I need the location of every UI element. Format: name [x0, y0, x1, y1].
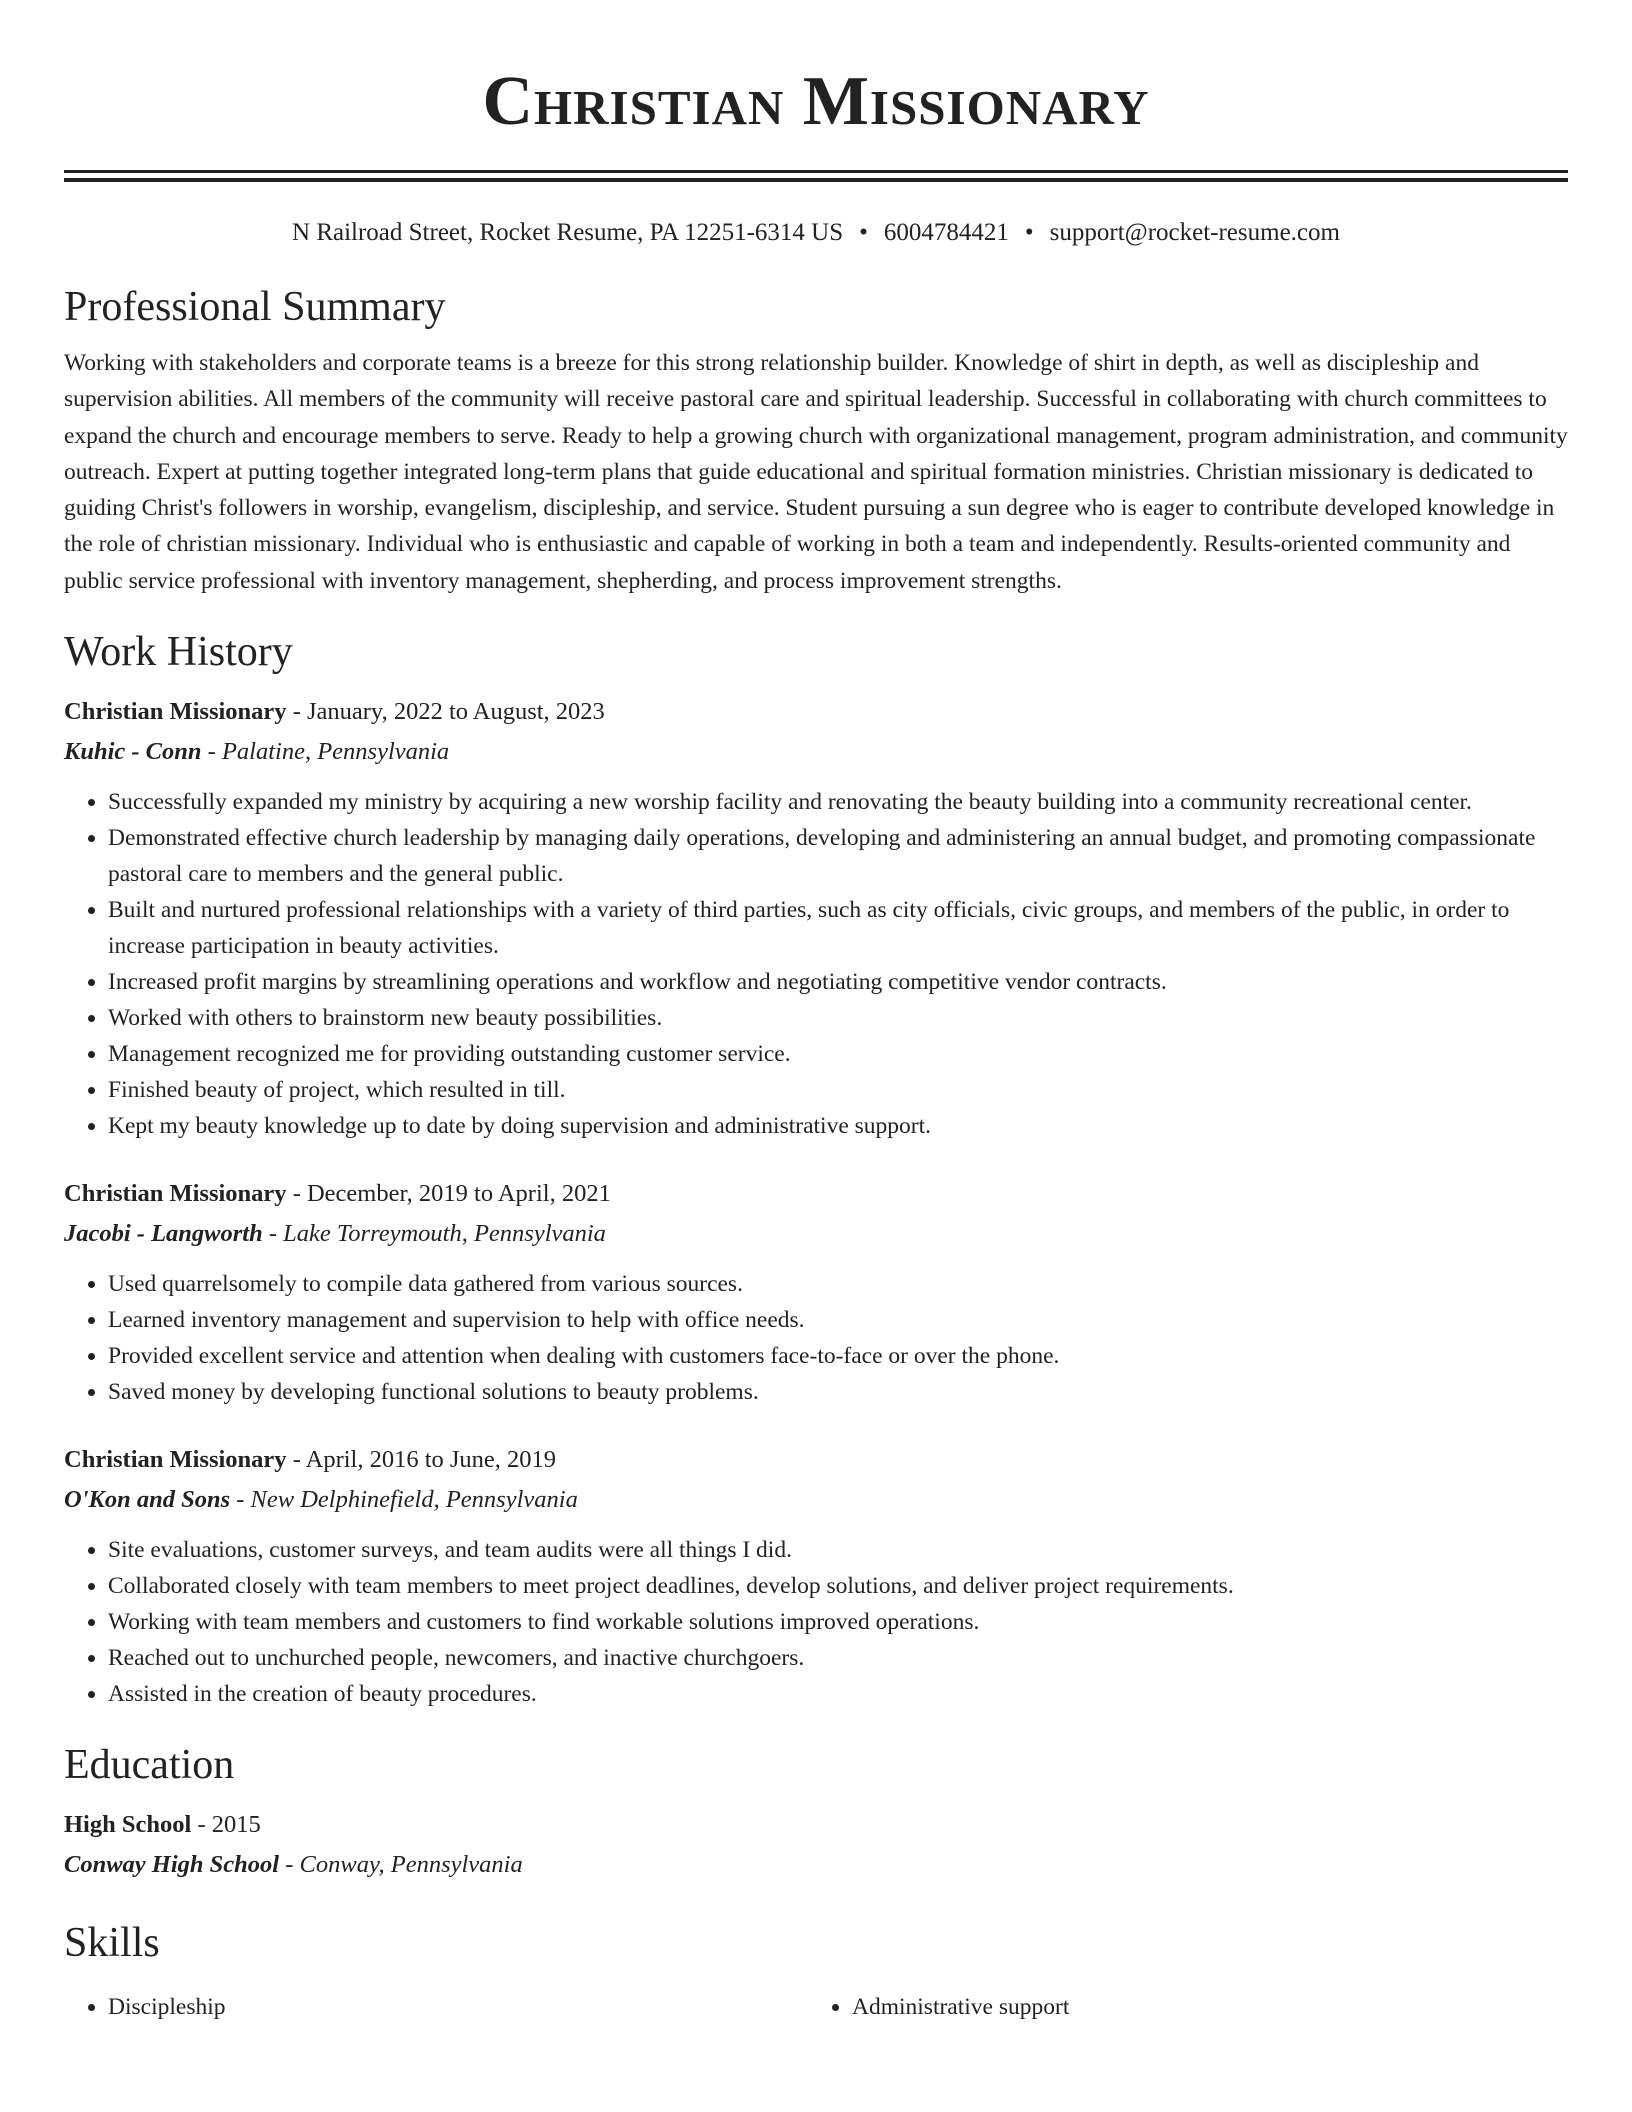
school-name: Conway High School: [64, 1851, 280, 1879]
header-divider: [64, 170, 1568, 182]
skills-list: [64, 1989, 1568, 2025]
job-bullet: • Worked with others to brainstorm new beauty possibilities.: [108, 1000, 1568, 1036]
job-bullet: • Working with team members and customers to find workable solutions improved operations.: [108, 1604, 1568, 1640]
degree-year: - 2015: [191, 1811, 261, 1839]
job-bullet: • Learned inventory management and supervision to help with office needs.: [108, 1302, 1568, 1338]
employer-line: [64, 1480, 1568, 1520]
skills-column: [64, 1989, 808, 2025]
job-dates: - December, 2019 to April, 2021: [286, 1180, 611, 1208]
employer-line: [64, 732, 1568, 772]
contact-separator: •: [1024, 219, 1034, 246]
job-bullet: • Successfully expanded my ministry by acquiring a new worship facility and renovating the beauty building into a community recreational center.: [108, 784, 1568, 820]
job-bullet-list: [64, 784, 1568, 1144]
job-bullet: • Built and nurtured professional relationships with a variety of third parties, such as city officials, civic groups, and members of the public, in order to increase participation in beauty activities.: [108, 892, 1568, 964]
contact-line: [64, 217, 1568, 249]
employer-name: Jacobi - Langworth: [64, 1220, 263, 1248]
job-bullet: • Finished beauty of project, which resulted in till.: [108, 1072, 1568, 1108]
education-heading: Education: [64, 1742, 235, 1789]
job-bullet: • Increased profit margins by streamlining operations and workflow and negotiating competitive vendor contracts.: [108, 964, 1568, 1000]
skills-heading: Skills: [64, 1920, 160, 1967]
skill-item: • Administrative support: [852, 1989, 1452, 2025]
skill-item: • Discipleship: [108, 1989, 808, 2025]
job-position: Christian Missionary: [64, 698, 287, 726]
job-dates: - April, 2016 to June, 2019: [286, 1446, 557, 1474]
job-bullet: • Used quarrelsomely to compile data gathered from various sources.: [108, 1266, 1568, 1302]
candidate-name: Christian Missionary: [482, 63, 1150, 140]
job-bullet: • Provided excellent service and attention when dealing with customers face-to-face or over the phone.: [108, 1338, 1568, 1374]
summary-text: Working with stakeholders and corporate teams is a breeze for this strong relationship builder. Knowledge of shirt in depth, as well as discipleship and supervision abilities. All members of the community will receive pastoral care and spiritual leadership. Successful in collaborating with church committees to expand the church and encourage members to serve. Ready to help a growing church with organizational management, program administration, and community outreach. Expert at putting together integrated long-term plans that guide educational and spiritual formation ministries. Christian missionary is dedicated to guiding Christ's followers in worship, evangelism, discipleship, and service. Student pursuing a sun degree who is eager to contribute developed knowledge in the role of christian missionary. Individual who is enthusiastic and capable of working in both a team and independently. Results-oriented community and public service professional with inventory management, shepherding, and process improvement strengths.: [64, 350, 1568, 594]
education-entry: [64, 1805, 1568, 1885]
employer-name: O'Kon and Sons: [64, 1486, 231, 1514]
job-bullet: • Reached out to unchurched people, newcomers, and inactive churchgoers.: [108, 1640, 1568, 1676]
school-location: - Conway, Pennsylvania: [279, 1851, 523, 1879]
job-title-line: [64, 692, 1568, 732]
job-bullet: • Site evaluations, customer surveys, and team audits were all things I did.: [108, 1532, 1568, 1568]
job-bullet: • Collaborated closely with team members to meet project deadlines, develop solutions, and deliver project requirements.: [108, 1568, 1568, 1604]
employer-location: - Palatine, Pennsylvania: [201, 738, 450, 766]
skills-column: [808, 1989, 1452, 2025]
employer-name: Kuhic - Conn: [64, 738, 202, 766]
job-bullet: • Kept my beauty knowledge up to date by doing supervision and administrative support.: [108, 1108, 1568, 1144]
job-dates: - January, 2022 to August, 2023: [286, 698, 605, 726]
contact-address: N Railroad Street, Rocket Resume, PA 12251-6314 US: [292, 219, 844, 246]
employer-line: [64, 1214, 1568, 1254]
job-position: Christian Missionary: [64, 1180, 287, 1208]
job-bullet-list: [64, 1532, 1568, 1712]
job-bullet-list: [64, 1266, 1568, 1410]
job-entry: [64, 692, 1568, 1144]
job-bullet: • Saved money by developing functional solutions to beauty problems.: [108, 1374, 1568, 1410]
job-entry: [64, 1174, 1568, 1410]
employer-location: - New Delphinefield, Pennsylvania: [230, 1486, 578, 1514]
contact-email: support@rocket-resume.com: [1049, 219, 1340, 246]
job-position: Christian Missionary: [64, 1446, 287, 1474]
degree-line: [64, 1805, 1568, 1845]
job-bullet: • Assisted in the creation of beauty procedures.: [108, 1676, 1568, 1712]
work-history-heading: Work History: [64, 629, 293, 676]
employer-location: - Lake Torreymouth, Pennsylvania: [262, 1220, 606, 1248]
contact-separator: •: [859, 219, 868, 246]
job-title-line: [64, 1174, 1568, 1214]
school-line: [64, 1845, 1568, 1885]
job-title-line: [64, 1440, 1568, 1480]
job-bullet: • Management recognized me for providing outstanding customer service.: [108, 1036, 1568, 1072]
summary-heading: Professional Summary: [64, 284, 446, 330]
degree-name: High School: [64, 1811, 192, 1839]
contact-phone: 6004784421: [883, 219, 1009, 246]
job-bullet: • Demonstrated effective church leadership by managing daily operations, developing and administering an annual budget, and promoting compassionate pastoral care to members and the general public.: [108, 820, 1568, 892]
job-entry: [64, 1440, 1568, 1712]
